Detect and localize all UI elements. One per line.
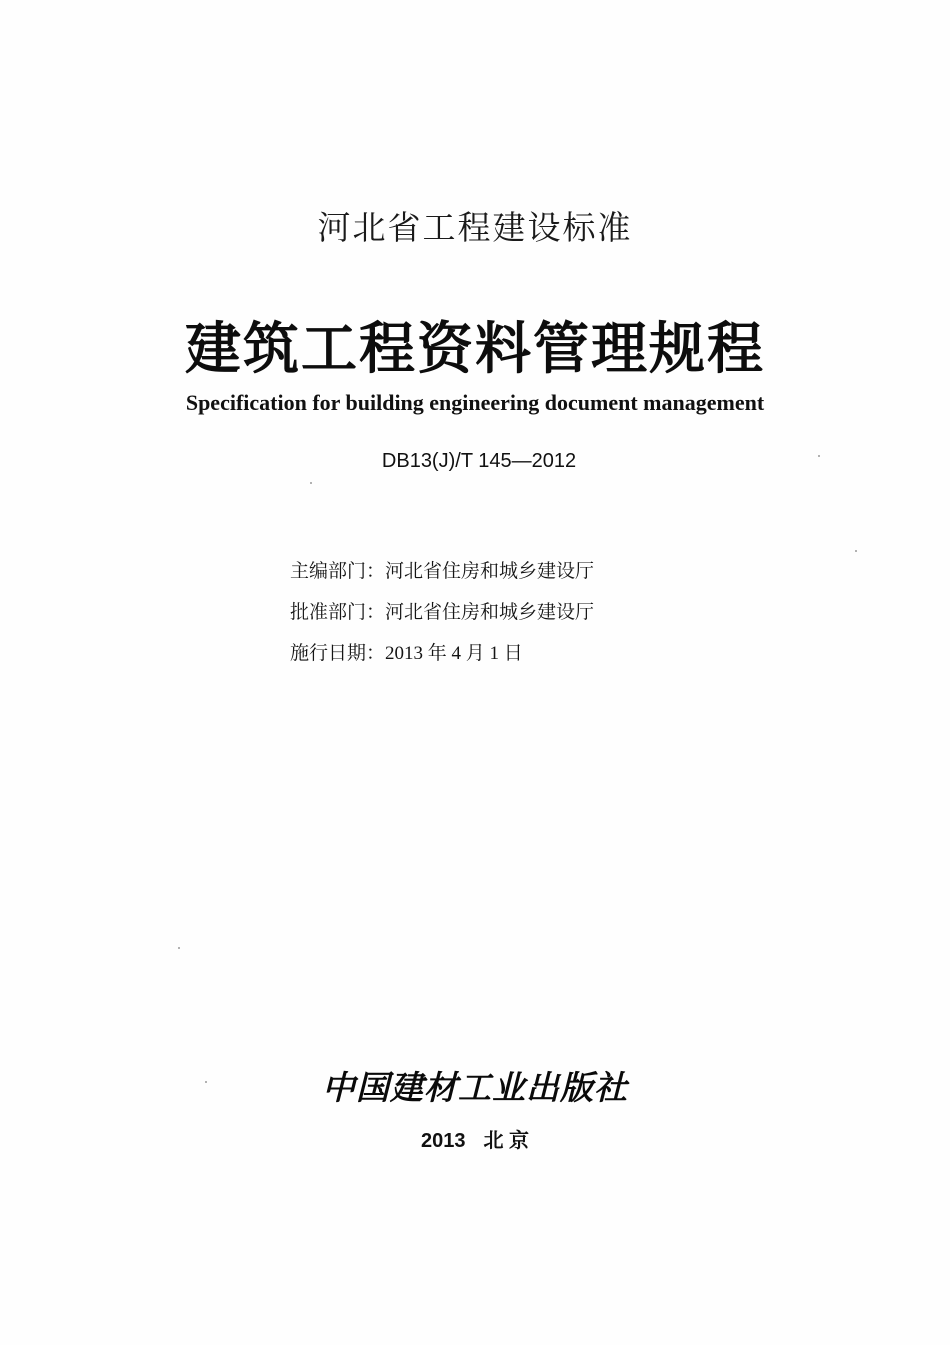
editor-row — [290, 556, 594, 597]
effective-date-label: 施行日期： — [290, 642, 386, 664]
scan-speck — [310, 482, 312, 484]
effective-date-row — [290, 638, 594, 679]
english-title: Specification for building engineering document management — [185, 390, 765, 415]
standard-code: DB13(J)/T 145—2012 — [381, 450, 577, 472]
scan-speck — [178, 947, 180, 949]
publisher-name: 中国建材工业出版社 — [322, 1068, 628, 1107]
approver-value: 河北省住房和城乡建设厅 — [385, 601, 595, 623]
editor-value: 河北省住房和城乡建设厅 — [385, 560, 595, 582]
approver-label: 批准部门： — [290, 601, 386, 623]
effective-date-value: 2013 年 4 月 1 日 — [385, 643, 523, 664]
scan-speck — [205, 1081, 207, 1083]
main-title: 建筑工程资料管理规程 — [185, 317, 765, 382]
series-title: 河北省工程建设标准 — [317, 208, 633, 247]
scan-speck — [855, 550, 857, 552]
publication-place — [0, 1124, 950, 1153]
publication-city: 北 京 — [483, 1130, 530, 1152]
approver-row — [290, 597, 594, 638]
issuance-info — [290, 556, 594, 679]
publication-year: 2013 — [420, 1130, 466, 1152]
scan-speck — [818, 455, 820, 457]
editor-label: 主编部门： — [290, 560, 386, 582]
